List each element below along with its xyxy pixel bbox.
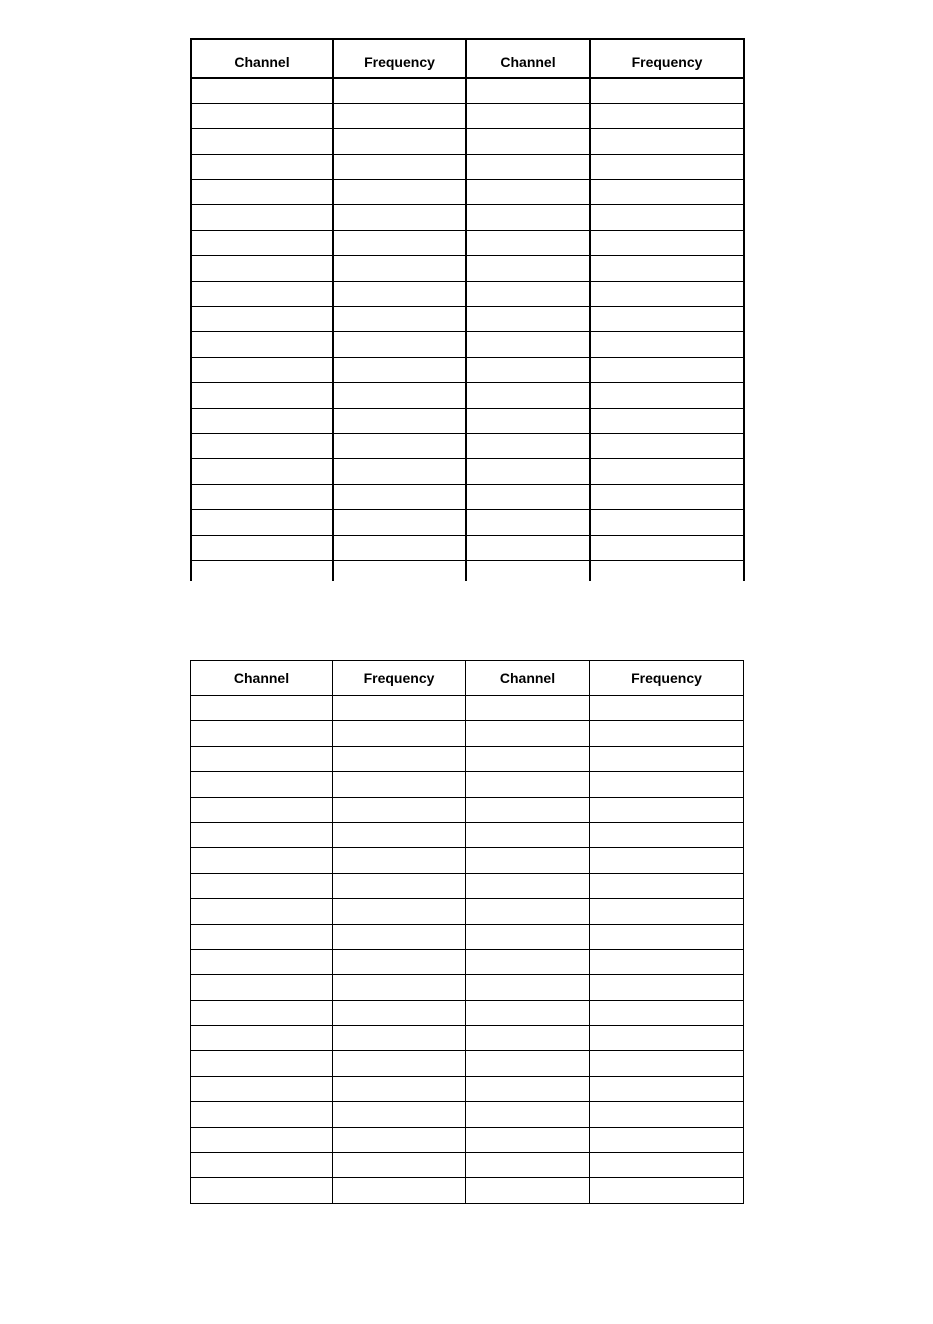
table-cell[interactable]: [333, 281, 466, 306]
table-cell[interactable]: [191, 975, 333, 1000]
table-cell[interactable]: [191, 772, 333, 797]
table-cell[interactable]: [191, 256, 333, 281]
table-row: [191, 721, 744, 746]
table-cell[interactable]: [466, 357, 590, 382]
table-cell[interactable]: [590, 797, 744, 822]
table-cell[interactable]: [590, 1026, 744, 1051]
table-cell[interactable]: [466, 103, 590, 128]
table-cell[interactable]: [466, 1076, 590, 1101]
header-channel: Channel: [191, 39, 333, 78]
table-cell[interactable]: [590, 822, 744, 847]
table-cell[interactable]: [466, 924, 590, 949]
table-cell[interactable]: [466, 1102, 590, 1127]
table-cell[interactable]: [590, 129, 744, 154]
table-row: [191, 129, 744, 154]
table-row: [191, 848, 744, 873]
table-cell[interactable]: [466, 1051, 590, 1076]
table-row: [191, 510, 744, 535]
header-channel: Channel: [191, 661, 333, 696]
table-cell[interactable]: [191, 822, 333, 847]
table-cell[interactable]: [191, 103, 333, 128]
table-cell[interactable]: [333, 1000, 466, 1025]
table-row: [191, 975, 744, 1000]
table-row: [191, 154, 744, 179]
table-cell[interactable]: [590, 510, 744, 535]
table-cell[interactable]: [466, 510, 590, 535]
table-cell[interactable]: [191, 1051, 333, 1076]
table-cell[interactable]: [191, 1178, 333, 1203]
table-cell[interactable]: [333, 1076, 466, 1101]
table-cell[interactable]: [590, 1076, 744, 1101]
table-cell[interactable]: [590, 873, 744, 898]
table-row: [191, 1102, 744, 1127]
table-cell[interactable]: [333, 307, 466, 332]
table-cell[interactable]: [466, 332, 590, 357]
header-frequency: Frequency: [333, 661, 466, 696]
table-cell[interactable]: [333, 1102, 466, 1127]
table-row: [191, 535, 744, 560]
table-cell[interactable]: [590, 256, 744, 281]
table-cell[interactable]: [590, 746, 744, 771]
table-row: [191, 103, 744, 128]
table-cell[interactable]: [466, 949, 590, 974]
table-cell[interactable]: [333, 873, 466, 898]
table-cell[interactable]: [466, 1026, 590, 1051]
table-cell[interactable]: [466, 975, 590, 1000]
table-cell[interactable]: [333, 975, 466, 1000]
table-cell[interactable]: [191, 408, 333, 433]
table-cell[interactable]: [333, 721, 466, 746]
table-cell[interactable]: [191, 924, 333, 949]
table-cell[interactable]: [333, 484, 466, 509]
table-cell[interactable]: [191, 1153, 333, 1178]
table-cell[interactable]: [590, 154, 744, 179]
table-cell[interactable]: [333, 332, 466, 357]
table-cell[interactable]: [466, 307, 590, 332]
table-cell[interactable]: [191, 433, 333, 458]
table-cell[interactable]: [191, 383, 333, 408]
table-cell[interactable]: [466, 408, 590, 433]
table-cell[interactable]: [191, 797, 333, 822]
table-row: [191, 1127, 744, 1152]
table-cell[interactable]: [333, 535, 466, 560]
table-cell[interactable]: [466, 721, 590, 746]
table-row: [191, 307, 744, 332]
table-cell[interactable]: [590, 949, 744, 974]
header-channel: Channel: [466, 661, 590, 696]
table-row: [191, 1051, 744, 1076]
table-row: [191, 230, 744, 255]
table-cell[interactable]: [466, 560, 590, 581]
table-cell[interactable]: [590, 281, 744, 306]
table-cell[interactable]: [191, 560, 333, 581]
table-cell[interactable]: [191, 78, 333, 103]
table-cell[interactable]: [191, 332, 333, 357]
table-cell[interactable]: [590, 205, 744, 230]
table-cell[interactable]: [590, 433, 744, 458]
table-row: [191, 433, 744, 458]
table-row: [191, 78, 744, 103]
table-cell[interactable]: [466, 484, 590, 509]
table-cell[interactable]: [590, 307, 744, 332]
table-cell[interactable]: [191, 1026, 333, 1051]
table-cell[interactable]: [191, 1102, 333, 1127]
header-frequency: Frequency: [333, 39, 466, 78]
table-cell[interactable]: [191, 873, 333, 898]
table-cell[interactable]: [466, 1178, 590, 1203]
table-cell[interactable]: [333, 459, 466, 484]
table-row: [191, 924, 744, 949]
table-cell[interactable]: [333, 899, 466, 924]
table-cell[interactable]: [466, 1000, 590, 1025]
table-cell[interactable]: [191, 357, 333, 382]
table-cell[interactable]: [191, 899, 333, 924]
table-cell[interactable]: [466, 433, 590, 458]
table-cell[interactable]: [466, 899, 590, 924]
table-cell[interactable]: [333, 1051, 466, 1076]
table-cell[interactable]: [333, 848, 466, 873]
table-cell[interactable]: [590, 1153, 744, 1178]
table-cell[interactable]: [333, 1178, 466, 1203]
table-cell[interactable]: [191, 696, 333, 721]
table-cell[interactable]: [191, 848, 333, 873]
table-row: [191, 256, 744, 281]
header-frequency: Frequency: [590, 661, 744, 696]
table-cell[interactable]: [333, 924, 466, 949]
table-cell[interactable]: [590, 230, 744, 255]
table-cell[interactable]: [466, 696, 590, 721]
table-cell[interactable]: [466, 256, 590, 281]
table-cell[interactable]: [333, 78, 466, 103]
table-header-row: [191, 39, 744, 78]
table-row: [191, 484, 744, 509]
table-row: [191, 1178, 744, 1203]
table-cell[interactable]: [333, 560, 466, 581]
header-channel: Channel: [466, 39, 590, 78]
table-row: [191, 822, 744, 847]
table-cell[interactable]: [590, 332, 744, 357]
table-cell[interactable]: [590, 103, 744, 128]
table-cell[interactable]: [590, 848, 744, 873]
table-cell[interactable]: [333, 433, 466, 458]
table-row: [191, 899, 744, 924]
table-cell[interactable]: [191, 230, 333, 255]
header-frequency: Frequency: [590, 39, 744, 78]
table-row: [191, 357, 744, 382]
table-cell[interactable]: [191, 1000, 333, 1025]
table-cell[interactable]: [590, 180, 744, 205]
table-row: [191, 408, 744, 433]
table-cell[interactable]: [466, 1153, 590, 1178]
table-cell[interactable]: [333, 357, 466, 382]
table-cell[interactable]: [333, 154, 466, 179]
table-cell[interactable]: [590, 721, 744, 746]
table-cell[interactable]: [590, 1178, 744, 1203]
table-cell[interactable]: [590, 78, 744, 103]
table-cell[interactable]: [333, 1127, 466, 1152]
table-cell[interactable]: [466, 746, 590, 771]
table-row: [191, 1026, 744, 1051]
table-cell[interactable]: [590, 1102, 744, 1127]
table-cell[interactable]: [466, 535, 590, 560]
table-cell[interactable]: [191, 307, 333, 332]
table-cell[interactable]: [333, 205, 466, 230]
table-cell[interactable]: [333, 822, 466, 847]
table-cell[interactable]: [466, 1127, 590, 1152]
table-cell[interactable]: [333, 256, 466, 281]
table-cell[interactable]: [333, 797, 466, 822]
table-row: [191, 1076, 744, 1101]
table-row: [191, 1153, 744, 1178]
table-cell[interactable]: [191, 949, 333, 974]
table-cell[interactable]: [590, 1127, 744, 1152]
table-header-row: [191, 661, 744, 696]
table-cell[interactable]: [590, 459, 744, 484]
table-cell[interactable]: [191, 180, 333, 205]
table-cell[interactable]: [191, 535, 333, 560]
table-cell[interactable]: [191, 1076, 333, 1101]
table-cell[interactable]: [590, 975, 744, 1000]
table-cell[interactable]: [333, 180, 466, 205]
table-cell[interactable]: [590, 924, 744, 949]
table-cell[interactable]: [466, 180, 590, 205]
table-cell[interactable]: [466, 848, 590, 873]
table-row: [191, 459, 744, 484]
table-cell[interactable]: [466, 772, 590, 797]
table-cell[interactable]: [191, 154, 333, 179]
channel-frequency-table-1: [190, 38, 745, 581]
table-cell[interactable]: [333, 510, 466, 535]
channel-frequency-table-2: [190, 660, 744, 1204]
table-cell[interactable]: [191, 484, 333, 509]
table-row: [191, 281, 744, 306]
table-cell[interactable]: [590, 408, 744, 433]
table-row: [191, 560, 744, 581]
table-cell[interactable]: [466, 281, 590, 306]
table-row: [191, 180, 744, 205]
table-row: [191, 383, 744, 408]
table-cell[interactable]: [191, 459, 333, 484]
table-cell[interactable]: [590, 560, 744, 581]
table-cell[interactable]: [191, 205, 333, 230]
table-cell[interactable]: [466, 459, 590, 484]
table-cell[interactable]: [590, 1000, 744, 1025]
table-cell[interactable]: [191, 510, 333, 535]
table-cell[interactable]: [333, 230, 466, 255]
table-cell[interactable]: [333, 408, 466, 433]
table-cell[interactable]: [466, 78, 590, 103]
table-cell[interactable]: [590, 383, 744, 408]
table-cell[interactable]: [191, 281, 333, 306]
table-cell[interactable]: [590, 484, 744, 509]
table-cell[interactable]: [333, 383, 466, 408]
table-cell[interactable]: [466, 822, 590, 847]
table-cell[interactable]: [466, 205, 590, 230]
table-cell[interactable]: [333, 129, 466, 154]
table-cell[interactable]: [191, 721, 333, 746]
table-cell[interactable]: [333, 772, 466, 797]
table-row: [191, 797, 744, 822]
table-row: [191, 205, 744, 230]
table-cell[interactable]: [191, 746, 333, 771]
table-cell[interactable]: [590, 899, 744, 924]
table-row: [191, 772, 744, 797]
table-cell[interactable]: [466, 129, 590, 154]
table-row: [191, 332, 744, 357]
table-cell[interactable]: [333, 103, 466, 128]
table-cell[interactable]: [191, 129, 333, 154]
table-cell[interactable]: [466, 230, 590, 255]
table-cell[interactable]: [333, 696, 466, 721]
table-cell[interactable]: [191, 1127, 333, 1152]
table-row: [191, 746, 744, 771]
table-cell[interactable]: [590, 696, 744, 721]
table-cell[interactable]: [466, 797, 590, 822]
table-row: [191, 949, 744, 974]
table-row: [191, 696, 744, 721]
table-cell[interactable]: [333, 746, 466, 771]
table-cell[interactable]: [333, 1153, 466, 1178]
table-row: [191, 1000, 744, 1025]
table-cell[interactable]: [333, 949, 466, 974]
table-cell[interactable]: [466, 154, 590, 179]
table-cell[interactable]: [590, 772, 744, 797]
table-cell[interactable]: [590, 535, 744, 560]
table-cell[interactable]: [466, 873, 590, 898]
table-row: [191, 873, 744, 898]
table-cell[interactable]: [333, 1026, 466, 1051]
table-cell[interactable]: [590, 357, 744, 382]
table-cell[interactable]: [466, 383, 590, 408]
table-cell[interactable]: [590, 1051, 744, 1076]
